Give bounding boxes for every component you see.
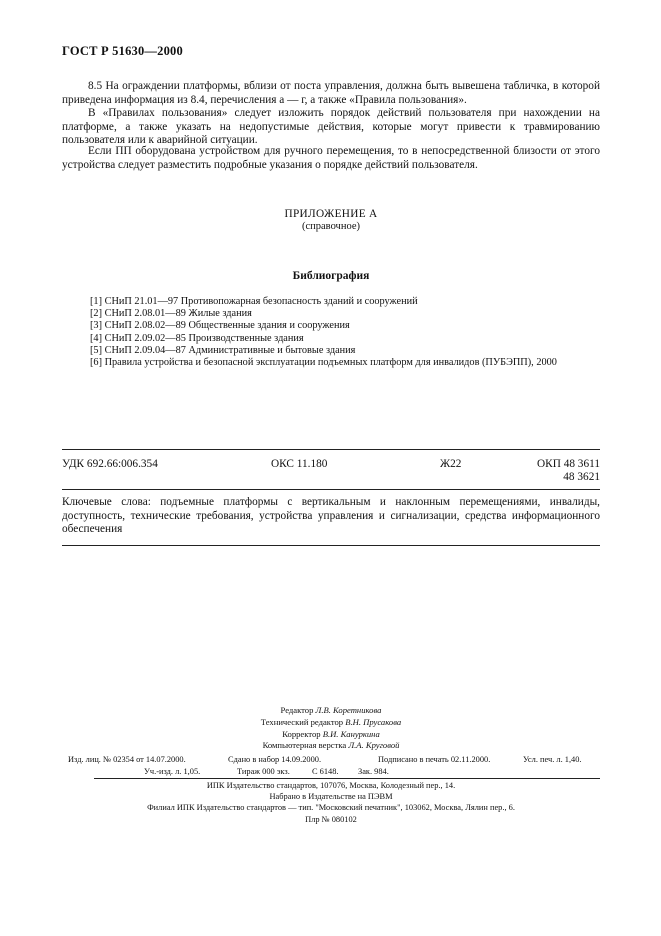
bibliography-list bbox=[90, 296, 557, 369]
imprint-order: Зак. 984. bbox=[358, 767, 389, 776]
imprint-print-sheets: Усл. печ. л. 1,40. bbox=[523, 755, 582, 764]
publisher-line: ИПК Издательство стандартов, 107076, Москва, Колодезный пер., 14. bbox=[206, 781, 456, 790]
okp-codes bbox=[530, 458, 600, 484]
credit-editor bbox=[62, 705, 600, 717]
bibliography-item: [6] Правила устройства и безопасной эксплуатации подъемных платформ для инвалидов (ПУБЭПП), 2000 bbox=[90, 357, 557, 369]
paragraph-text: В «Правилах пользования» следует изложить порядок действий пользователя при нахождении на платформе, а также указать на недопустимые действия, которые могут привести к травмированию пользователя или к аварийной ситуации. bbox=[62, 107, 600, 147]
imprint-sent: Сдано в набор 14.09.2000. bbox=[228, 755, 322, 764]
bibliography-title: Библиография bbox=[292, 270, 370, 282]
udk-code: УДК 692.66:006.354 bbox=[62, 458, 158, 470]
credit-name: Л.В. Коретникова bbox=[315, 705, 382, 715]
publisher-line: Плр № 080102 bbox=[305, 814, 357, 824]
imprint-edu-sheets: Уч.-изд. л. 1,05. bbox=[144, 767, 201, 776]
bibliography-item: [3] СНиП 2.08.02—89 Общественные здания и сооружения bbox=[90, 320, 350, 332]
oks-code: ОКС 11.180 bbox=[271, 458, 328, 470]
imprint-signed: Подписано в печать 02.11.2000. bbox=[378, 755, 491, 764]
appendix-heading bbox=[62, 208, 600, 232]
publisher-block bbox=[62, 780, 600, 825]
appendix-title: ПРИЛОЖЕНИЕ А bbox=[284, 208, 378, 220]
credit-layout bbox=[62, 740, 600, 752]
credit-role: Корректор bbox=[282, 728, 323, 739]
bibliography-item: [1] СНиП 21.01—97 Противопожарная безопасность зданий и сооружений bbox=[90, 296, 418, 307]
okp-code-1: ОКП 48 3611 bbox=[537, 458, 600, 470]
paragraph-text: 8.5 На ограждении платформы, вблизи от поста управления, должна быть вывешена табличка, в которой приведена информация из 8.4, перечисления а — г, а также «Правила пользования». bbox=[62, 80, 600, 106]
divider bbox=[62, 449, 600, 450]
imprint-circulation: Тираж 000 экз. bbox=[237, 767, 290, 776]
imprint-license: Изд. лиц. № 02354 от 14.07.2000. bbox=[68, 755, 186, 764]
credit-name: В.И. Кануркина bbox=[322, 728, 380, 739]
publisher-line: Филиал ИПК Издательство стандартов — тип. "Московский печатник", 103062, Москва, Лялин пер., 6. bbox=[147, 803, 515, 813]
paragraph-8-5 bbox=[62, 80, 600, 107]
divider bbox=[62, 545, 600, 546]
credits-block bbox=[62, 705, 600, 752]
paragraph-rules bbox=[62, 107, 600, 148]
bibliography-item: [5] СНиП 2.09.04—87 Административные и бытовые здания bbox=[90, 344, 356, 356]
credit-role: Редактор bbox=[280, 705, 316, 715]
divider bbox=[62, 489, 600, 490]
appendix-subtitle: (справочное) bbox=[302, 221, 360, 232]
keywords: Ключевые слова: подъемные платформы с вертикальным и наклонным перемещениями, инвалиды, доступность, технические требования, устройства управления и сигнализации, средства информационного обеспечения bbox=[62, 496, 600, 536]
okp-code-2: 48 3621 bbox=[563, 471, 600, 483]
paragraph-manual bbox=[62, 145, 600, 172]
paragraph-text: Если ПП оборудована устройством для ручного перемещения, то в непосредственной близости от этого устройства следует разместить подробные указания о порядке действий пользователя. bbox=[62, 145, 600, 171]
divider bbox=[94, 778, 600, 779]
bibliography-item: [2] СНиП 2.08.01—89 Жилые здания bbox=[90, 308, 252, 320]
credit-role: Компьютерная верстка bbox=[262, 740, 349, 751]
document-header: ГОСТ Р 51630—2000 bbox=[62, 44, 183, 58]
imprint-order-c: С 6148. bbox=[312, 767, 339, 776]
credit-role: Технический редактор bbox=[260, 716, 346, 727]
publisher-line: Набрано в Издательстве на ПЭВМ bbox=[269, 792, 393, 802]
credit-name: Л.А. Круговой bbox=[348, 740, 400, 751]
bibliography-item: [4] СНиП 2.09.02—85 Производственные здания bbox=[90, 332, 304, 344]
credit-tech-editor bbox=[62, 717, 600, 729]
credit-name: В.Н. Прусакова bbox=[345, 716, 402, 727]
zh-code: Ж22 bbox=[440, 458, 462, 470]
credit-corrector bbox=[62, 729, 600, 741]
